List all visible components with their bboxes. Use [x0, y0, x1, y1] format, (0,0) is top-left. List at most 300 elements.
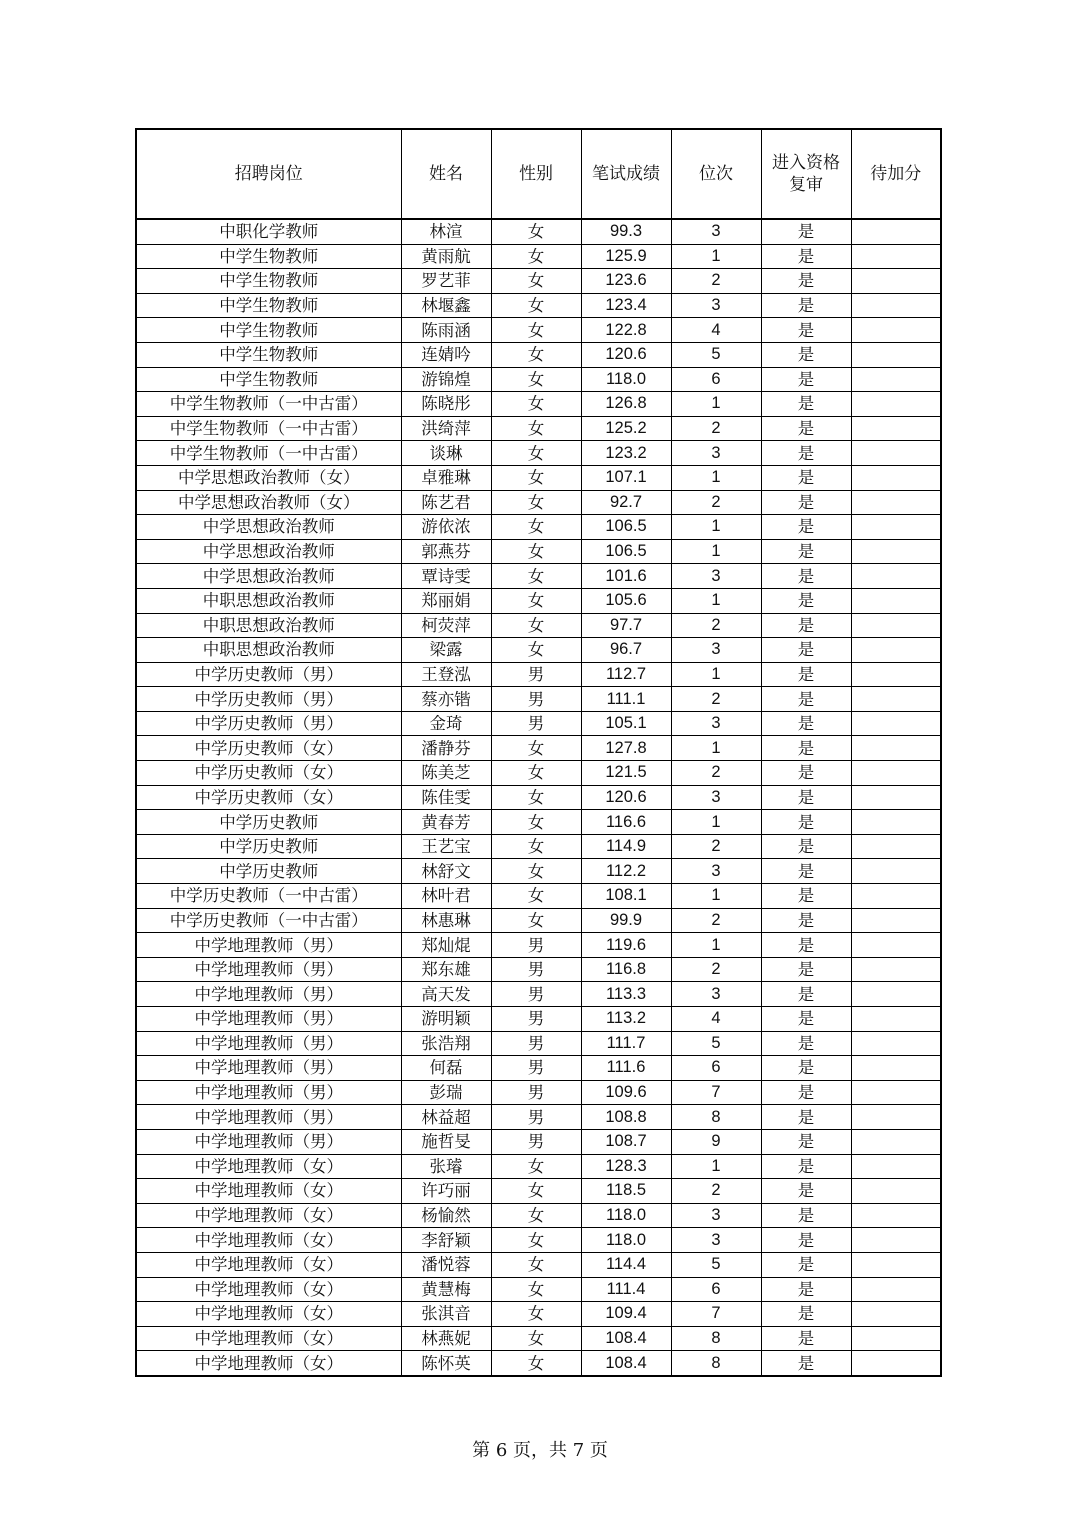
cell-position: 中学地理教师（男）	[136, 982, 401, 1007]
cell-name: 金琦	[401, 711, 491, 736]
cell-gender: 女	[491, 392, 581, 417]
cell-gender: 女	[491, 465, 581, 490]
cell-name: 李舒颖	[401, 1228, 491, 1253]
cell-rank: 1	[671, 736, 761, 761]
cell-position: 中学地理教师（女）	[136, 1351, 401, 1376]
cell-gender: 女	[491, 761, 581, 786]
cell-pending-bonus	[851, 1277, 941, 1302]
cell-position: 中学生物教师	[136, 269, 401, 294]
cell-gender: 女	[491, 318, 581, 343]
cell-name: 黄雨航	[401, 244, 491, 269]
cell-qualification-review: 是	[761, 810, 851, 835]
cell-pending-bonus	[851, 933, 941, 958]
cell-pending-bonus	[851, 810, 941, 835]
cell-pending-bonus	[851, 244, 941, 269]
table-row	[136, 564, 941, 589]
cell-qualification-review: 是	[761, 711, 851, 736]
cell-position: 中学地理教师（男）	[136, 957, 401, 982]
table-row	[136, 465, 941, 490]
table-row	[136, 982, 941, 1007]
cell-name: 郑灿焜	[401, 933, 491, 958]
cell-rank: 2	[671, 834, 761, 859]
cell-gender: 女	[491, 1179, 581, 1204]
cell-gender: 女	[491, 1277, 581, 1302]
cell-gender: 女	[491, 1252, 581, 1277]
cell-rank: 4	[671, 1007, 761, 1032]
cell-position: 中职化学教师	[136, 219, 401, 244]
cell-written-score: 106.5	[581, 539, 671, 564]
cell-position: 中学历史教师	[136, 834, 401, 859]
cell-written-score: 99.3	[581, 219, 671, 244]
cell-qualification-review: 是	[761, 957, 851, 982]
cell-position: 中学地理教师（女）	[136, 1203, 401, 1228]
cell-gender: 女	[491, 588, 581, 613]
cell-written-score: 116.6	[581, 810, 671, 835]
cell-pending-bonus	[851, 1252, 941, 1277]
cell-position: 中学历史教师（男）	[136, 687, 401, 712]
table-row	[136, 1252, 941, 1277]
cell-position: 中学历史教师（男）	[136, 662, 401, 687]
table-row	[136, 859, 941, 884]
cell-gender: 女	[491, 1302, 581, 1327]
cell-gender: 男	[491, 1080, 581, 1105]
cell-name: 林益超	[401, 1105, 491, 1130]
cell-written-score: 105.1	[581, 711, 671, 736]
header-position: 招聘岗位	[136, 129, 401, 219]
cell-pending-bonus	[851, 539, 941, 564]
cell-pending-bonus	[851, 269, 941, 294]
cell-position: 中学生物教师（一中古雷）	[136, 441, 401, 466]
cell-written-score: 108.8	[581, 1105, 671, 1130]
cell-position: 中学思想政治教师	[136, 539, 401, 564]
cell-qualification-review: 是	[761, 1056, 851, 1081]
table-row	[136, 662, 941, 687]
cell-written-score: 112.2	[581, 859, 671, 884]
cell-qualification-review: 是	[761, 884, 851, 909]
cell-gender: 女	[491, 342, 581, 367]
table-row	[136, 1129, 941, 1154]
cell-name: 陈佳雯	[401, 785, 491, 810]
cell-gender: 女	[491, 490, 581, 515]
cell-rank: 8	[671, 1351, 761, 1376]
cell-gender: 女	[491, 810, 581, 835]
cell-rank: 2	[671, 957, 761, 982]
cell-qualification-review: 是	[761, 1007, 851, 1032]
cell-name: 陈雨涵	[401, 318, 491, 343]
table-row	[136, 957, 941, 982]
cell-gender: 男	[491, 662, 581, 687]
cell-rank: 3	[671, 564, 761, 589]
cell-pending-bonus	[851, 1154, 941, 1179]
table-row	[136, 1326, 941, 1351]
table-row	[136, 219, 941, 244]
cell-position: 中学地理教师（女）	[136, 1326, 401, 1351]
cell-gender: 女	[491, 1154, 581, 1179]
cell-pending-bonus	[851, 834, 941, 859]
cell-rank: 2	[671, 761, 761, 786]
cell-position: 中学地理教师（男）	[136, 1031, 401, 1056]
cell-position: 中学地理教师（男）	[136, 1105, 401, 1130]
cell-written-score: 99.9	[581, 908, 671, 933]
table-row	[136, 441, 941, 466]
cell-rank: 1	[671, 662, 761, 687]
cell-rank: 3	[671, 859, 761, 884]
table-row	[136, 1203, 941, 1228]
cell-pending-bonus	[851, 1007, 941, 1032]
cell-written-score: 126.8	[581, 392, 671, 417]
cell-position: 中学地理教师（男）	[136, 933, 401, 958]
table-row	[136, 884, 941, 909]
cell-written-score: 111.4	[581, 1277, 671, 1302]
cell-pending-bonus	[851, 761, 941, 786]
cell-qualification-review: 是	[761, 687, 851, 712]
cell-name: 王艺宝	[401, 834, 491, 859]
cell-gender: 女	[491, 1203, 581, 1228]
cell-written-score: 121.5	[581, 761, 671, 786]
cell-position: 中学地理教师（男）	[136, 1080, 401, 1105]
cell-qualification-review: 是	[761, 1080, 851, 1105]
cell-qualification-review: 是	[761, 219, 851, 244]
header-written-score: 笔试成绩	[581, 129, 671, 219]
table-row	[136, 711, 941, 736]
header-rank: 位次	[671, 129, 761, 219]
cell-written-score: 111.1	[581, 687, 671, 712]
cell-written-score: 122.8	[581, 318, 671, 343]
cell-name: 郑东雄	[401, 957, 491, 982]
cell-position: 中职思想政治教师	[136, 588, 401, 613]
cell-gender: 女	[491, 1326, 581, 1351]
cell-qualification-review: 是	[761, 982, 851, 1007]
cell-written-score: 106.5	[581, 515, 671, 540]
cell-written-score: 120.6	[581, 342, 671, 367]
cell-position: 中学生物教师	[136, 318, 401, 343]
header-pending-bonus: 待加分	[851, 129, 941, 219]
cell-rank: 2	[671, 908, 761, 933]
cell-name: 张璿	[401, 1154, 491, 1179]
cell-position: 中学生物教师	[136, 342, 401, 367]
header-qualification-review: 进入资格复审	[761, 129, 851, 219]
cell-qualification-review: 是	[761, 342, 851, 367]
cell-rank: 3	[671, 293, 761, 318]
cell-written-score: 116.8	[581, 957, 671, 982]
cell-qualification-review: 是	[761, 908, 851, 933]
cell-rank: 4	[671, 318, 761, 343]
cell-name: 游依浓	[401, 515, 491, 540]
cell-pending-bonus	[851, 564, 941, 589]
cell-qualification-review: 是	[761, 465, 851, 490]
cell-name: 陈艺君	[401, 490, 491, 515]
cell-written-score: 97.7	[581, 613, 671, 638]
table-row	[136, 933, 941, 958]
cell-rank: 6	[671, 1056, 761, 1081]
cell-written-score: 114.4	[581, 1252, 671, 1277]
cell-gender: 女	[491, 539, 581, 564]
cell-pending-bonus	[851, 465, 941, 490]
cell-gender: 女	[491, 834, 581, 859]
cell-rank: 8	[671, 1326, 761, 1351]
cell-written-score: 108.4	[581, 1351, 671, 1376]
table-row	[136, 539, 941, 564]
cell-pending-bonus	[851, 1105, 941, 1130]
cell-rank: 3	[671, 638, 761, 663]
cell-pending-bonus	[851, 1302, 941, 1327]
cell-rank: 1	[671, 810, 761, 835]
cell-position: 中学思想政治教师	[136, 515, 401, 540]
cell-pending-bonus	[851, 1228, 941, 1253]
cell-name: 潘静芬	[401, 736, 491, 761]
cell-written-score: 118.0	[581, 1228, 671, 1253]
cell-qualification-review: 是	[761, 269, 851, 294]
cell-position: 中学思想政治教师	[136, 564, 401, 589]
table-row	[136, 515, 941, 540]
cell-position: 中学地理教师（女）	[136, 1277, 401, 1302]
cell-pending-bonus	[851, 957, 941, 982]
cell-position: 中学地理教师（女）	[136, 1228, 401, 1253]
cell-written-score: 113.2	[581, 1007, 671, 1032]
cell-name: 陈怀英	[401, 1351, 491, 1376]
cell-pending-bonus	[851, 416, 941, 441]
cell-written-score: 92.7	[581, 490, 671, 515]
cell-rank: 3	[671, 982, 761, 1007]
cell-qualification-review: 是	[761, 441, 851, 466]
cell-written-score: 108.7	[581, 1129, 671, 1154]
cell-name: 彭瑞	[401, 1080, 491, 1105]
cell-rank: 5	[671, 1031, 761, 1056]
cell-pending-bonus	[851, 293, 941, 318]
cell-written-score: 123.6	[581, 269, 671, 294]
header-name: 姓名	[401, 129, 491, 219]
cell-qualification-review: 是	[761, 638, 851, 663]
cell-name: 梁露	[401, 638, 491, 663]
cell-pending-bonus	[851, 908, 941, 933]
table-row	[136, 318, 941, 343]
cell-qualification-review: 是	[761, 1179, 851, 1204]
cell-position: 中学历史教师（女）	[136, 736, 401, 761]
cell-pending-bonus	[851, 662, 941, 687]
cell-rank: 1	[671, 933, 761, 958]
cell-gender: 女	[491, 908, 581, 933]
cell-rank: 3	[671, 785, 761, 810]
cell-name: 何磊	[401, 1056, 491, 1081]
table-row	[136, 416, 941, 441]
cell-name: 黄慧梅	[401, 1277, 491, 1302]
cell-rank: 2	[671, 1179, 761, 1204]
cell-qualification-review: 是	[761, 1351, 851, 1376]
cell-rank: 1	[671, 1154, 761, 1179]
cell-qualification-review: 是	[761, 1105, 851, 1130]
cell-qualification-review: 是	[761, 367, 851, 392]
cell-gender: 女	[491, 367, 581, 392]
cell-qualification-review: 是	[761, 761, 851, 786]
cell-qualification-review: 是	[761, 736, 851, 761]
cell-qualification-review: 是	[761, 392, 851, 417]
cell-rank: 1	[671, 392, 761, 417]
cell-written-score: 108.4	[581, 1326, 671, 1351]
cell-pending-bonus	[851, 1129, 941, 1154]
cell-name: 黄春芳	[401, 810, 491, 835]
cell-gender: 女	[491, 638, 581, 663]
cell-name: 郭燕芬	[401, 539, 491, 564]
table-row	[136, 1277, 941, 1302]
cell-pending-bonus	[851, 588, 941, 613]
cell-position: 中学历史教师（女）	[136, 761, 401, 786]
cell-name: 林渲	[401, 219, 491, 244]
cell-qualification-review: 是	[761, 613, 851, 638]
cell-position: 中学生物教师（一中古雷）	[136, 392, 401, 417]
cell-name: 潘悦蓉	[401, 1252, 491, 1277]
cell-rank: 3	[671, 219, 761, 244]
cell-written-score: 109.4	[581, 1302, 671, 1327]
cell-rank: 6	[671, 367, 761, 392]
cell-qualification-review: 是	[761, 1252, 851, 1277]
cell-rank: 3	[671, 711, 761, 736]
cell-gender: 女	[491, 293, 581, 318]
cell-written-score: 120.6	[581, 785, 671, 810]
cell-gender: 女	[491, 785, 581, 810]
cell-gender: 男	[491, 711, 581, 736]
cell-name: 林叶君	[401, 884, 491, 909]
cell-rank: 1	[671, 884, 761, 909]
cell-rank: 1	[671, 588, 761, 613]
cell-rank: 2	[671, 416, 761, 441]
cell-pending-bonus	[851, 441, 941, 466]
cell-qualification-review: 是	[761, 1154, 851, 1179]
table-row	[136, 1351, 941, 1376]
cell-written-score: 107.1	[581, 465, 671, 490]
table-row	[136, 810, 941, 835]
cell-name: 卓雅琳	[401, 465, 491, 490]
cell-written-score: 105.6	[581, 588, 671, 613]
cell-position: 中学思想政治教师（女）	[136, 490, 401, 515]
cell-rank: 9	[671, 1129, 761, 1154]
cell-name: 林燕妮	[401, 1326, 491, 1351]
cell-written-score: 114.9	[581, 834, 671, 859]
cell-written-score: 127.8	[581, 736, 671, 761]
table-row	[136, 588, 941, 613]
cell-gender: 女	[491, 416, 581, 441]
cell-qualification-review: 是	[761, 515, 851, 540]
table-body	[136, 219, 941, 1376]
table-row	[136, 687, 941, 712]
cell-pending-bonus	[851, 1179, 941, 1204]
cell-gender: 女	[491, 736, 581, 761]
cell-written-score: 119.6	[581, 933, 671, 958]
cell-pending-bonus	[851, 711, 941, 736]
cell-name: 覃诗雯	[401, 564, 491, 589]
cell-rank: 3	[671, 1228, 761, 1253]
cell-written-score: 113.3	[581, 982, 671, 1007]
cell-pending-bonus	[851, 219, 941, 244]
cell-rank: 1	[671, 515, 761, 540]
cell-gender: 女	[491, 219, 581, 244]
cell-gender: 女	[491, 441, 581, 466]
cell-rank: 5	[671, 342, 761, 367]
cell-name: 林惠琳	[401, 908, 491, 933]
cell-written-score: 118.0	[581, 1203, 671, 1228]
cell-rank: 5	[671, 1252, 761, 1277]
cell-name: 游明颖	[401, 1007, 491, 1032]
cell-position: 中学地理教师（男）	[136, 1056, 401, 1081]
cell-gender: 女	[491, 244, 581, 269]
cell-rank: 1	[671, 465, 761, 490]
table-row	[136, 1105, 941, 1130]
cell-gender: 女	[491, 613, 581, 638]
cell-position: 中职思想政治教师	[136, 638, 401, 663]
cell-qualification-review: 是	[761, 318, 851, 343]
cell-position: 中学生物教师	[136, 367, 401, 392]
cell-qualification-review: 是	[761, 1203, 851, 1228]
cell-position: 中学地理教师（男）	[136, 1129, 401, 1154]
cell-position: 中学地理教师（女）	[136, 1179, 401, 1204]
table-row	[136, 269, 941, 294]
cell-position: 中学地理教师（女）	[136, 1302, 401, 1327]
cell-name: 林堰鑫	[401, 293, 491, 318]
cell-qualification-review: 是	[761, 1302, 851, 1327]
table-row	[136, 244, 941, 269]
cell-qualification-review: 是	[761, 933, 851, 958]
cell-qualification-review: 是	[761, 1031, 851, 1056]
cell-written-score: 118.0	[581, 367, 671, 392]
results-table	[135, 128, 942, 1377]
cell-pending-bonus	[851, 1351, 941, 1376]
cell-written-score: 128.3	[581, 1154, 671, 1179]
cell-pending-bonus	[851, 884, 941, 909]
cell-pending-bonus	[851, 318, 941, 343]
cell-position: 中职思想政治教师	[136, 613, 401, 638]
cell-gender: 男	[491, 957, 581, 982]
table-row	[136, 1302, 941, 1327]
cell-rank: 7	[671, 1302, 761, 1327]
cell-pending-bonus	[851, 736, 941, 761]
cell-gender: 男	[491, 1007, 581, 1032]
cell-pending-bonus	[851, 367, 941, 392]
cell-name: 谈琳	[401, 441, 491, 466]
cell-gender: 女	[491, 1351, 581, 1376]
cell-position: 中学历史教师（一中古雷）	[136, 908, 401, 933]
cell-pending-bonus	[851, 982, 941, 1007]
cell-name: 洪绮萍	[401, 416, 491, 441]
cell-qualification-review: 是	[761, 834, 851, 859]
table-row	[136, 293, 941, 318]
table-row	[136, 392, 941, 417]
cell-position: 中学生物教师（一中古雷）	[136, 416, 401, 441]
cell-pending-bonus	[851, 490, 941, 515]
cell-pending-bonus	[851, 1326, 941, 1351]
cell-rank: 2	[671, 613, 761, 638]
cell-name: 施哲旻	[401, 1129, 491, 1154]
cell-pending-bonus	[851, 859, 941, 884]
cell-pending-bonus	[851, 785, 941, 810]
table-row	[136, 1056, 941, 1081]
cell-position: 中学地理教师（女）	[136, 1154, 401, 1179]
cell-rank: 2	[671, 269, 761, 294]
cell-name: 连婧吟	[401, 342, 491, 367]
cell-gender: 女	[491, 859, 581, 884]
cell-position: 中学历史教师	[136, 810, 401, 835]
cell-name: 张浩翔	[401, 1031, 491, 1056]
cell-name: 郑丽娟	[401, 588, 491, 613]
cell-position: 中学地理教师（男）	[136, 1007, 401, 1032]
cell-qualification-review: 是	[761, 1129, 851, 1154]
cell-name: 游锦煌	[401, 367, 491, 392]
cell-name: 柯荧萍	[401, 613, 491, 638]
cell-gender: 女	[491, 515, 581, 540]
cell-written-score: 123.4	[581, 293, 671, 318]
cell-rank: 2	[671, 687, 761, 712]
table-row	[136, 1031, 941, 1056]
cell-pending-bonus	[851, 515, 941, 540]
cell-qualification-review: 是	[761, 539, 851, 564]
